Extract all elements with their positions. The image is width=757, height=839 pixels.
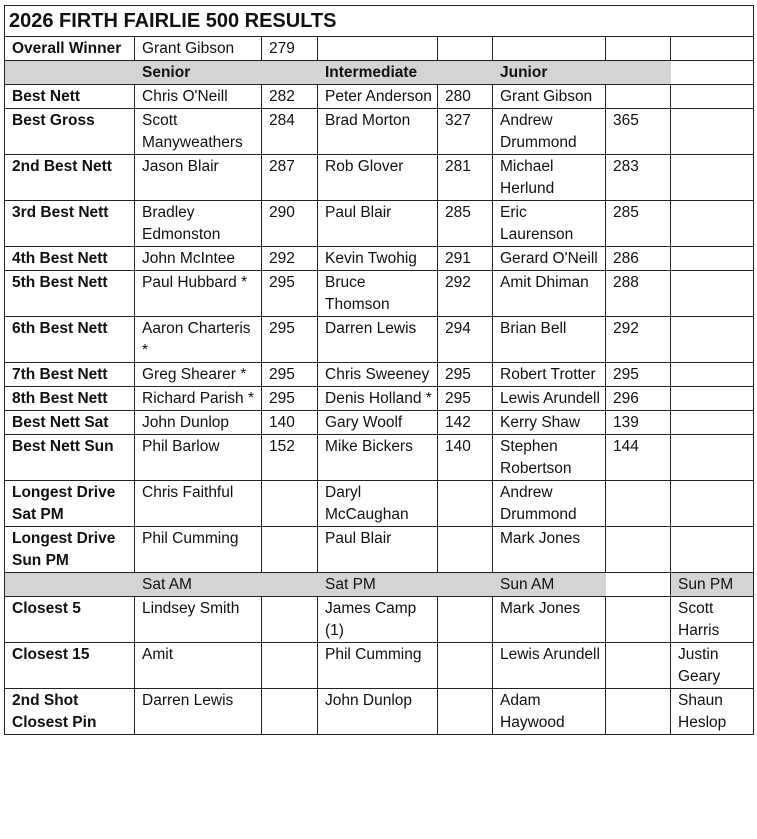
- intermediate-player-name: Rob Glover: [318, 155, 438, 201]
- empty-cell: [671, 527, 754, 573]
- sat-am-player-name: Darren Lewis: [135, 689, 262, 735]
- division-header-senior: Senior: [135, 61, 262, 85]
- session-header-sun-pm: Sun PM: [671, 573, 754, 597]
- empty-cell: [671, 387, 754, 411]
- junior-player-score: 144: [606, 435, 671, 481]
- result-label: Best Nett: [5, 85, 135, 109]
- result-row: [5, 155, 754, 201]
- senior-player-name: Aaron Charteris *: [135, 317, 262, 363]
- junior-player-score: 295: [606, 363, 671, 387]
- empty-cell: [606, 597, 671, 643]
- senior-player-score: 295: [262, 387, 318, 411]
- sat-pm-player-name: Phil Cumming: [318, 643, 438, 689]
- empty-cell: [262, 597, 318, 643]
- intermediate-player-score: 291: [438, 247, 493, 271]
- intermediate-player-name: Chris Sweeney: [318, 363, 438, 387]
- sun-am-player-name: Lewis Arundell: [493, 643, 606, 689]
- page-title: 2026 FIRTH FAIRLIE 500 RESULTS: [5, 6, 754, 37]
- senior-player-name: John Dunlop: [135, 411, 262, 435]
- junior-player-name: Eric Laurenson: [493, 201, 606, 247]
- sun-pm-player-name: Justin Geary: [671, 643, 754, 689]
- empty-cell: [671, 363, 754, 387]
- junior-player-name: Andrew Drummond: [493, 109, 606, 155]
- title-row: [5, 6, 754, 37]
- result-label: Best Nett Sat: [5, 411, 135, 435]
- senior-player-name: Phil Barlow: [135, 435, 262, 481]
- session-result-label: Closest 5: [5, 597, 135, 643]
- result-row: [5, 271, 754, 317]
- empty-cell: [262, 643, 318, 689]
- empty-cell: [606, 643, 671, 689]
- overall-winner-row: [5, 37, 754, 61]
- session-header-blank: [262, 573, 318, 597]
- sat-am-player-name: Lindsey Smith: [135, 597, 262, 643]
- empty-cell: [438, 643, 493, 689]
- session-result-row: [5, 689, 754, 735]
- intermediate-player-score: 281: [438, 155, 493, 201]
- result-row: [5, 201, 754, 247]
- empty-cell: [438, 37, 493, 61]
- intermediate-player-name: Denis Holland *: [318, 387, 438, 411]
- result-label: 3rd Best Nett: [5, 201, 135, 247]
- sun-am-player-name: Adam Haywood: [493, 689, 606, 735]
- division-header-blank: [262, 61, 318, 85]
- result-row: [5, 481, 754, 527]
- division-header-row: [5, 61, 754, 85]
- intermediate-player-score: 292: [438, 271, 493, 317]
- empty-cell: [262, 689, 318, 735]
- result-label: 8th Best Nett: [5, 387, 135, 411]
- junior-player-name: Michael Herlund: [493, 155, 606, 201]
- junior-player-score: 365: [606, 109, 671, 155]
- sat-am-player-name: Amit: [135, 643, 262, 689]
- result-row: [5, 247, 754, 271]
- intermediate-player-score: [438, 481, 493, 527]
- division-header-blank: [438, 61, 493, 85]
- junior-player-score: 296: [606, 387, 671, 411]
- senior-player-name: Chris Faithful: [135, 481, 262, 527]
- session-header-blank: [438, 573, 493, 597]
- junior-player-score: [606, 481, 671, 527]
- intermediate-player-name: Mike Bickers: [318, 435, 438, 481]
- junior-player-name: Andrew Drummond: [493, 481, 606, 527]
- junior-player-name: Kerry Shaw: [493, 411, 606, 435]
- result-row: [5, 435, 754, 481]
- junior-player-score: [606, 527, 671, 573]
- empty-cell: [671, 247, 754, 271]
- junior-player-name: Gerard O'Neill: [493, 247, 606, 271]
- result-label: Longest Drive Sun PM: [5, 527, 135, 573]
- senior-player-score: 295: [262, 363, 318, 387]
- result-row: [5, 411, 754, 435]
- intermediate-player-name: Bruce Thomson: [318, 271, 438, 317]
- senior-player-score: [262, 527, 318, 573]
- junior-player-score: 283: [606, 155, 671, 201]
- session-result-row: [5, 643, 754, 689]
- empty-cell: [671, 271, 754, 317]
- junior-player-score: 286: [606, 247, 671, 271]
- empty-cell: [671, 317, 754, 363]
- empty-cell: [318, 37, 438, 61]
- result-label: 6th Best Nett: [5, 317, 135, 363]
- sat-pm-player-name: John Dunlop: [318, 689, 438, 735]
- session-result-row: [5, 597, 754, 643]
- intermediate-player-name: Kevin Twohig: [318, 247, 438, 271]
- session-header-sun-am: Sun AM: [493, 573, 606, 597]
- empty-cell: [438, 597, 493, 643]
- division-header-blank: [671, 61, 754, 85]
- result-row: [5, 109, 754, 155]
- empty-cell: [671, 435, 754, 481]
- results-document: [4, 5, 753, 735]
- session-result-label: Closest 15: [5, 643, 135, 689]
- sun-pm-player-name: Shaun Heslop: [671, 689, 754, 735]
- result-label: 5th Best Nett: [5, 271, 135, 317]
- senior-player-score: [262, 481, 318, 527]
- empty-cell: [671, 481, 754, 527]
- intermediate-player-name: Darren Lewis: [318, 317, 438, 363]
- senior-player-name: Chris O'Neill: [135, 85, 262, 109]
- senior-player-score: 287: [262, 155, 318, 201]
- empty-cell: [671, 411, 754, 435]
- result-label: Longest Drive Sat PM: [5, 481, 135, 527]
- intermediate-player-score: [438, 527, 493, 573]
- intermediate-player-score: 142: [438, 411, 493, 435]
- division-header-blank: [5, 61, 135, 85]
- results-table: [4, 5, 754, 735]
- session-header-blank: [5, 573, 135, 597]
- session-result-label: 2nd Shot Closest Pin: [5, 689, 135, 735]
- senior-player-score: 295: [262, 271, 318, 317]
- sun-am-player-name: Mark Jones: [493, 597, 606, 643]
- result-label: 4th Best Nett: [5, 247, 135, 271]
- senior-player-name: Greg Shearer *: [135, 363, 262, 387]
- senior-player-score: 152: [262, 435, 318, 481]
- empty-cell: [671, 85, 754, 109]
- session-header-sat-pm: Sat PM: [318, 573, 438, 597]
- senior-player-score: 282: [262, 85, 318, 109]
- senior-player-name: Richard Parish *: [135, 387, 262, 411]
- result-row: [5, 527, 754, 573]
- senior-player-name: Paul Hubbard *: [135, 271, 262, 317]
- result-row: [5, 387, 754, 411]
- junior-player-name: Brian Bell: [493, 317, 606, 363]
- result-row: [5, 85, 754, 109]
- junior-player-score: 288: [606, 271, 671, 317]
- sun-pm-player-name: Scott Harris: [671, 597, 754, 643]
- result-row: [5, 363, 754, 387]
- junior-player-name: Robert Trotter: [493, 363, 606, 387]
- result-label: Best Nett Sun: [5, 435, 135, 481]
- session-header-sat-am: Sat AM: [135, 573, 262, 597]
- intermediate-player-score: 327: [438, 109, 493, 155]
- intermediate-player-name: Paul Blair: [318, 201, 438, 247]
- session-header-row: [5, 573, 754, 597]
- division-header-blank: [606, 61, 671, 85]
- junior-player-name: Amit Dhiman: [493, 271, 606, 317]
- junior-player-score: 139: [606, 411, 671, 435]
- result-label: 7th Best Nett: [5, 363, 135, 387]
- junior-player-score: 292: [606, 317, 671, 363]
- senior-player-name: Bradley Edmonston: [135, 201, 262, 247]
- junior-player-name: Mark Jones: [493, 527, 606, 573]
- empty-cell: [438, 689, 493, 735]
- sat-pm-player-name: James Camp (1): [318, 597, 438, 643]
- intermediate-player-name: Paul Blair: [318, 527, 438, 573]
- junior-player-score: 285: [606, 201, 671, 247]
- senior-player-score: 290: [262, 201, 318, 247]
- intermediate-player-score: 140: [438, 435, 493, 481]
- intermediate-player-score: 295: [438, 363, 493, 387]
- junior-player-name: Grant Gibson: [493, 85, 606, 109]
- overall-winner-name: Grant Gibson: [135, 37, 262, 61]
- result-label: 2nd Best Nett: [5, 155, 135, 201]
- division-header-intermediate: Intermediate: [318, 61, 438, 85]
- empty-cell: [671, 155, 754, 201]
- junior-player-name: Stephen Robertson: [493, 435, 606, 481]
- result-label: Best Gross: [5, 109, 135, 155]
- senior-player-score: 292: [262, 247, 318, 271]
- senior-player-score: 140: [262, 411, 318, 435]
- empty-cell: [671, 109, 754, 155]
- empty-cell: [671, 37, 754, 61]
- intermediate-player-name: Gary Woolf: [318, 411, 438, 435]
- empty-cell: [671, 201, 754, 247]
- intermediate-player-score: 285: [438, 201, 493, 247]
- senior-player-name: Jason Blair: [135, 155, 262, 201]
- intermediate-player-name: Brad Morton: [318, 109, 438, 155]
- intermediate-player-name: Peter Anderson: [318, 85, 438, 109]
- senior-player-score: 295: [262, 317, 318, 363]
- intermediate-player-score: 294: [438, 317, 493, 363]
- intermediate-player-score: 295: [438, 387, 493, 411]
- overall-winner-score: 279: [262, 37, 318, 61]
- division-header-junior: Junior: [493, 61, 606, 85]
- empty-cell: [606, 37, 671, 61]
- empty-cell: [606, 689, 671, 735]
- intermediate-player-name: Daryl McCaughan: [318, 481, 438, 527]
- intermediate-player-score: 280: [438, 85, 493, 109]
- senior-player-name: Phil Cumming: [135, 527, 262, 573]
- result-row: [5, 317, 754, 363]
- overall-winner-label: Overall Winner: [5, 37, 135, 61]
- senior-player-name: Scott Manyweathers: [135, 109, 262, 155]
- senior-player-name: John McIntee: [135, 247, 262, 271]
- junior-player-name: Lewis Arundell: [493, 387, 606, 411]
- senior-player-score: 284: [262, 109, 318, 155]
- empty-cell: [493, 37, 606, 61]
- session-header-gap: [606, 573, 671, 597]
- junior-player-score: [606, 85, 671, 109]
